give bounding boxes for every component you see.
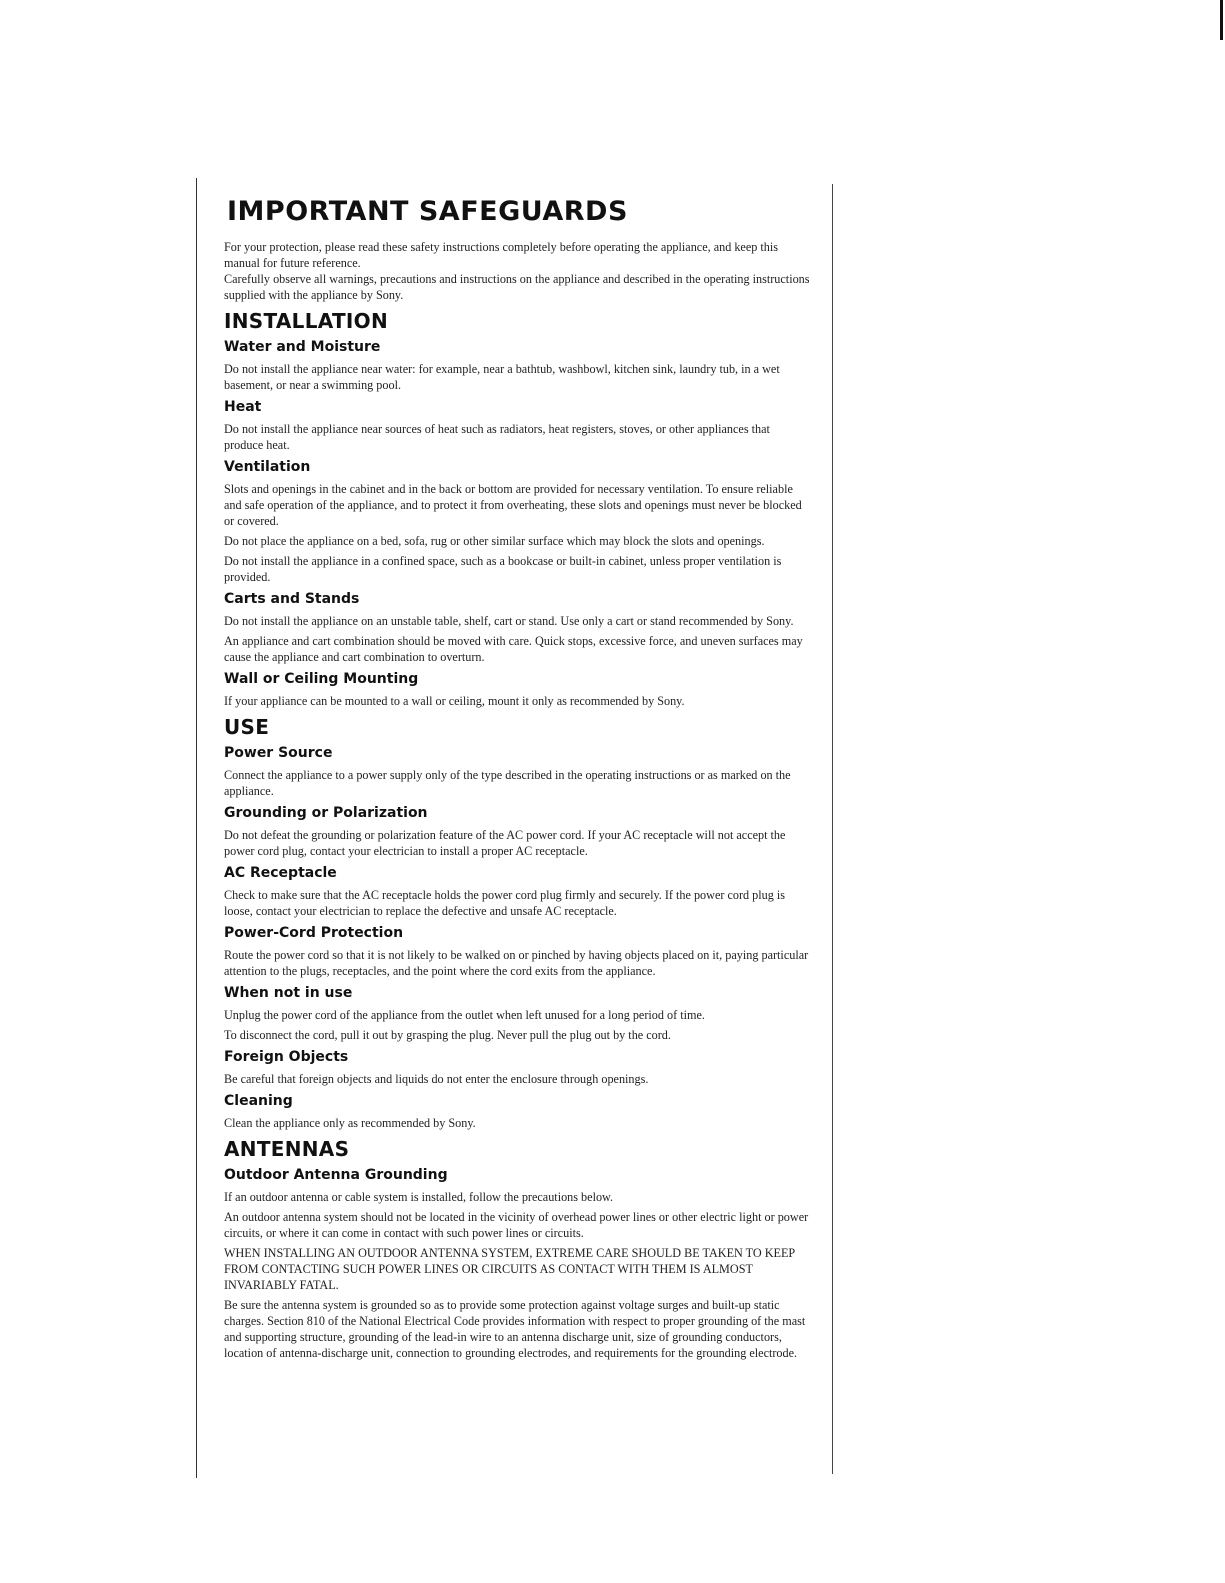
subheading-not-in-use: When not in use bbox=[224, 985, 353, 1001]
paragraph: Do not install the appliance on an unstable table, shelf, cart or stand. Use only a cart or stand recommended by Sony. bbox=[224, 614, 794, 628]
subheading-foreign-objects: Foreign Objects bbox=[224, 1049, 349, 1065]
subheading-wall: Wall or Ceiling Mounting bbox=[224, 671, 419, 687]
paragraph: Be sure the antenna system is grounded so as to provide some protection against voltage surges and built-up static charges. Section 810 of the National Electrical Code provides information with respect to proper grounding of the mast and supporting structure, grounding of the lead-in wire to an antenna discharge unit, size of grounding conductors, location of antenna-discharge unit, connection to grounding electrodes, and requirements for the grounding electrode. bbox=[224, 1298, 806, 1360]
paragraph: Slots and openings in the cabinet and in the back or bottom are provided for necessary ventilation. To ensure reliable and safe operation of the appliance, and to protect it from overheating, these slots and openings must never be blocked or covered. bbox=[224, 482, 802, 528]
paragraph: Connect the appliance to a power supply only of the type described in the operating instructions or as marked on the appliance. bbox=[224, 768, 791, 798]
safeguards-page bbox=[212, 196, 812, 1365]
subheading-power-source: Power Source bbox=[224, 745, 333, 761]
paragraph: Check to make sure that the AC receptacle holds the power cord plug firmly and securely. If the power cord plug is loose, contact your electrician to replace the defective and unsafe AC receptacle. bbox=[224, 888, 786, 918]
paragraph: An outdoor antenna system should not be located in the vicinity of overhead power lines or other electric light or power circuits, or where it can come in contact with such power lines or circuits. bbox=[224, 1210, 809, 1240]
intro-paragraph: Carefully observe all warnings, precautions and instructions on the appliance and described in the operating instructions supplied with the appliance by Sony. bbox=[224, 272, 810, 302]
subheading-ventilation: Ventilation bbox=[224, 459, 311, 475]
paragraph: Do not install the appliance near sources of heat such as radiators, heat registers, stoves, or other appliances that produce heat. bbox=[224, 422, 770, 452]
paragraph: Do not place the appliance on a bed, sofa, rug or other similar surface which may block the slots and openings. bbox=[224, 534, 765, 548]
right-margin-rule bbox=[832, 184, 833, 1474]
subheading-ac-receptacle: AC Receptacle bbox=[224, 865, 337, 881]
section-installation: INSTALLATION bbox=[224, 309, 388, 333]
paragraph: To disconnect the cord, pull it out by grasping the plug. Never pull the plug out by the cord. bbox=[224, 1028, 671, 1042]
subheading-water: Water and Moisture bbox=[224, 339, 381, 355]
left-margin-rule bbox=[196, 178, 197, 1478]
paragraph: Clean the appliance only as recommended by Sony. bbox=[224, 1116, 476, 1130]
paragraph: WHEN INSTALLING AN OUTDOOR ANTENNA SYSTEM, EXTREME CARE SHOULD BE TAKEN TO KEEP FROM CONTACTING SUCH POWER LINES OR CIRCUITS AS CONTACT WITH THEM IS ALMOST INVARIABLY FATAL. bbox=[224, 1246, 795, 1292]
subheading-heat: Heat bbox=[224, 399, 262, 415]
paragraph: An appliance and cart combination should be moved with care. Quick stops, excessive force, and uneven surfaces may cause the appliance and cart combination to overturn. bbox=[224, 634, 803, 664]
paragraph: Do not install the appliance in a confined space, such as a bookcase or built-in cabinet, unless proper ventilation is provided. bbox=[224, 554, 782, 584]
paragraph: Do not defeat the grounding or polarization feature of the AC power cord. If your AC receptacle will not accept the power cord plug, contact your electrician to install a proper AC receptacle. bbox=[224, 828, 786, 858]
section-antennas: ANTENNAS bbox=[224, 1137, 350, 1161]
paragraph: If an outdoor antenna or cable system is installed, follow the precautions below. bbox=[224, 1190, 614, 1204]
subheading-carts: Carts and Stands bbox=[224, 591, 360, 607]
subheading-cleaning: Cleaning bbox=[224, 1093, 293, 1109]
paragraph: Do not install the appliance near water: for example, near a bathtub, washbowl, kitchen sink, laundry tub, in a wet basement, or near a swimming pool. bbox=[224, 362, 780, 392]
paragraph: Route the power cord so that it is not likely to be walked on or pinched by having objects placed on it, paying particular attention to the plugs, receptacles, and the point where the cord exits from the appliance. bbox=[224, 948, 809, 978]
intro-paragraph: For your protection, please read these safety instructions completely before operating the appliance, and keep this manual for future reference. bbox=[224, 240, 779, 270]
page-title: IMPORTANT SAFEGUARDS bbox=[227, 196, 628, 227]
scan-edge-mark bbox=[1220, 0, 1223, 40]
paragraph: Be careful that foreign objects and liquids do not enter the enclosure through openings. bbox=[224, 1072, 649, 1086]
subheading-power-cord: Power-Cord Protection bbox=[224, 925, 404, 941]
section-use: USE bbox=[224, 715, 270, 739]
paragraph: If your appliance can be mounted to a wall or ceiling, mount it only as recommended by Sony. bbox=[224, 694, 685, 708]
subheading-outdoor-antenna: Outdoor Antenna Grounding bbox=[224, 1167, 448, 1183]
intro bbox=[212, 239, 812, 303]
subheading-grounding: Grounding or Polarization bbox=[224, 805, 428, 821]
paragraph: Unplug the power cord of the appliance from the outlet when left unused for a long period of time. bbox=[224, 1008, 705, 1022]
